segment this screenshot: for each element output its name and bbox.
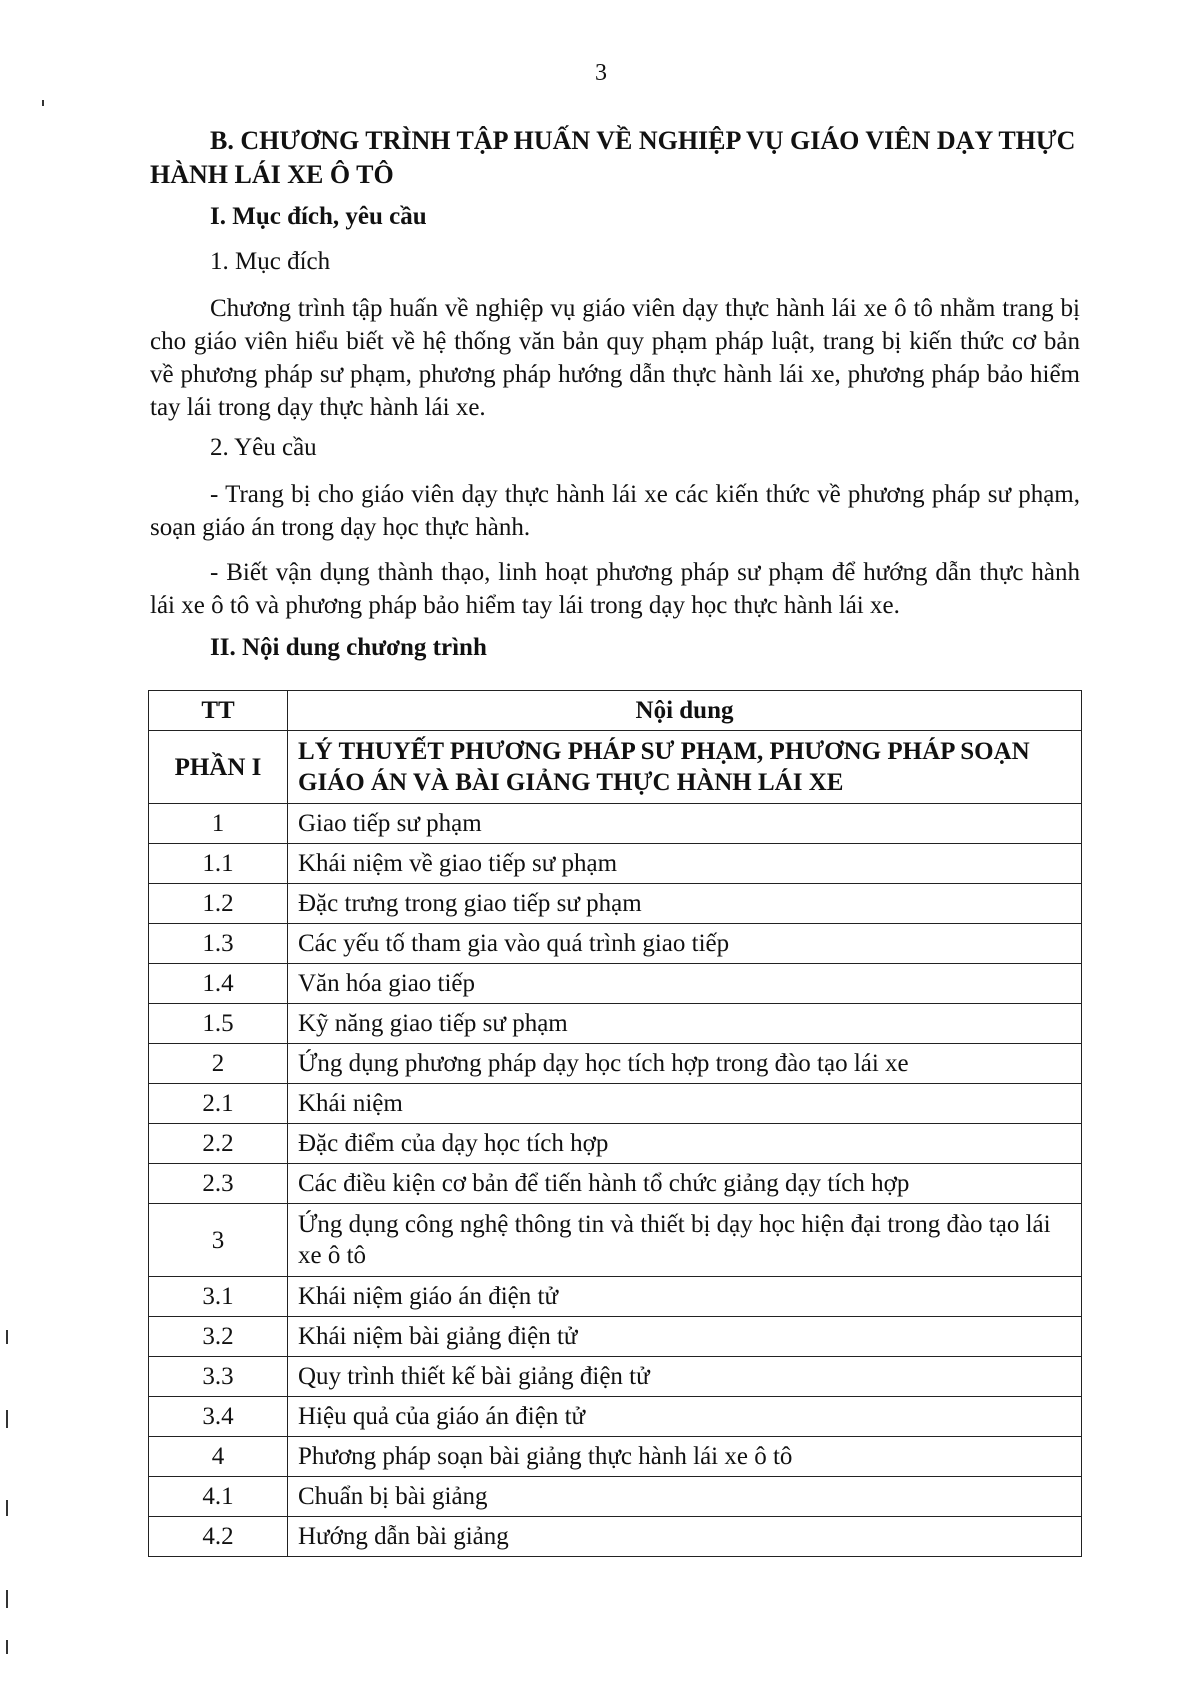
scan-mark <box>6 1410 8 1428</box>
program-content-table <box>148 690 1082 1557</box>
table-row <box>149 1397 1082 1437</box>
cell-tt: 1.5 <box>149 1004 288 1044</box>
table-row <box>149 1317 1082 1357</box>
cell-content: Ứng dụng phương pháp dạy học tích hợp trong đào tạo lái xe <box>288 1044 1082 1084</box>
cell-content: Quy trình thiết kế bài giảng điện tử <box>288 1357 1082 1397</box>
scan-mark <box>6 1590 8 1608</box>
cell-tt: 3.4 <box>149 1397 288 1437</box>
table-row <box>149 1277 1082 1317</box>
requirement-item-1: - Trang bị cho giáo viên dạy thực hành lái xe các kiến thức về phương pháp sư phạm, soạn giáo án trong dạy học thực hành. <box>150 481 1080 541</box>
scan-mark <box>6 1500 8 1516</box>
cell-tt: 1.3 <box>149 924 288 964</box>
cell-tt: 1.2 <box>149 884 288 924</box>
scan-mark <box>6 1640 8 1654</box>
cell-tt: 4.2 <box>149 1517 288 1557</box>
table-row <box>149 1124 1082 1164</box>
cell-content: Các yếu tố tham gia vào quá trình giao tiếp <box>288 924 1082 964</box>
cell-content: Khái niệm bài giảng điện tử <box>288 1317 1082 1357</box>
table-row <box>149 844 1082 884</box>
section-b-title: B. CHƯƠNG TRÌNH TẬP HUẤN VỀ NGHIỆP VỤ GIÁO VIÊN DẠY THỰC HÀNH LÁI XE Ô TÔ <box>150 126 1076 189</box>
header-content: Nội dung <box>288 691 1082 731</box>
cell-tt: 1.1 <box>149 844 288 884</box>
cell-tt: 3.3 <box>149 1357 288 1397</box>
table-row <box>149 924 1082 964</box>
table-row <box>149 1517 1082 1557</box>
table-row <box>149 1084 1082 1124</box>
scan-mark <box>6 1330 8 1344</box>
cell-tt: 4.1 <box>149 1477 288 1517</box>
table-row <box>149 1164 1082 1204</box>
cell-tt: 1 <box>149 804 288 844</box>
table-row <box>149 1044 1082 1084</box>
cell-content: Các điều kiện cơ bản để tiến hành tổ chức giảng dạy tích hợp <box>288 1164 1082 1204</box>
cell-content: Hiệu quả của giáo án điện tử <box>288 1397 1082 1437</box>
cell-tt: 3 <box>149 1204 288 1277</box>
cell-tt: 2.1 <box>149 1084 288 1124</box>
cell-tt: 2.3 <box>149 1164 288 1204</box>
cell-tt: 2 <box>149 1044 288 1084</box>
cell-content: LÝ THUYẾT PHƯƠNG PHÁP SƯ PHẠM, PHƯƠNG PHÁP SOẠN GIÁO ÁN VÀ BÀI GIẢNG THỰC HÀNH LÁI XE <box>288 731 1082 804</box>
cell-content: Chuẩn bị bài giảng <box>288 1477 1082 1517</box>
part2-title: II. Nội dung chương trình <box>210 634 487 661</box>
cell-tt: 4 <box>149 1437 288 1477</box>
table-row <box>149 1437 1082 1477</box>
cell-tt: 3.2 <box>149 1317 288 1357</box>
cell-content: Giao tiếp sư phạm <box>288 804 1082 844</box>
part1-title: I. Mục đích, yêu cầu <box>210 203 427 230</box>
cell-tt: 2.2 <box>149 1124 288 1164</box>
table-row <box>149 1004 1082 1044</box>
cell-content: Khái niệm <box>288 1084 1082 1124</box>
table-row-part <box>149 731 1082 804</box>
cell-content: Ứng dụng công nghệ thông tin và thiết bị dạy học hiện đại trong đào tạo lái xe ô tô <box>288 1204 1082 1277</box>
requirement-heading: 2. Yêu cầu <box>210 434 317 461</box>
cell-content: Khái niệm giáo án điện tử <box>288 1277 1082 1317</box>
cell-tt: PHẦN I <box>149 731 288 804</box>
purpose-paragraph: Chương trình tập huấn về nghiệp vụ giáo viên dạy thực hành lái xe ô tô nhằm trang bị cho giáo viên hiểu biết về hệ thống văn bản quy phạm pháp luật, trang bị kiến thức cơ bản về phương pháp sư phạm, phương pháp hướng dẫn thực hành lái xe, phương pháp bảo hiểm tay lái trong dạy thực hành lái xe. <box>150 295 1080 421</box>
cell-tt: 1.4 <box>149 964 288 1004</box>
table-row <box>149 964 1082 1004</box>
cell-content: Đặc điểm của dạy học tích hợp <box>288 1124 1082 1164</box>
requirement-item-2: - Biết vận dụng thành thạo, linh hoạt phương pháp sư phạm để hướng dẫn thực hành lái xe ô tô và phương pháp bảo hiểm tay lái trong dạy học thực hành lái xe. <box>150 559 1080 619</box>
table-row <box>149 1357 1082 1397</box>
table-row <box>149 884 1082 924</box>
header-tt: TT <box>149 691 288 731</box>
cell-content: Đặc trưng trong giao tiếp sư phạm <box>288 884 1082 924</box>
cell-content: Hướng dẫn bài giảng <box>288 1517 1082 1557</box>
cell-content: Phương pháp soạn bài giảng thực hành lái xe ô tô <box>288 1437 1082 1477</box>
cell-content: Kỹ năng giao tiếp sư phạm <box>288 1004 1082 1044</box>
cell-content: Khái niệm về giao tiếp sư phạm <box>288 844 1082 884</box>
table-row <box>149 1204 1082 1277</box>
table-row <box>149 1477 1082 1517</box>
table-header-row <box>149 691 1082 731</box>
cell-tt: 3.1 <box>149 1277 288 1317</box>
purpose-heading: 1. Mục đích <box>210 248 331 275</box>
cell-content: Văn hóa giao tiếp <box>288 964 1082 1004</box>
scan-mark <box>42 100 44 106</box>
table-row <box>149 804 1082 844</box>
page-number: 3 <box>595 60 607 86</box>
